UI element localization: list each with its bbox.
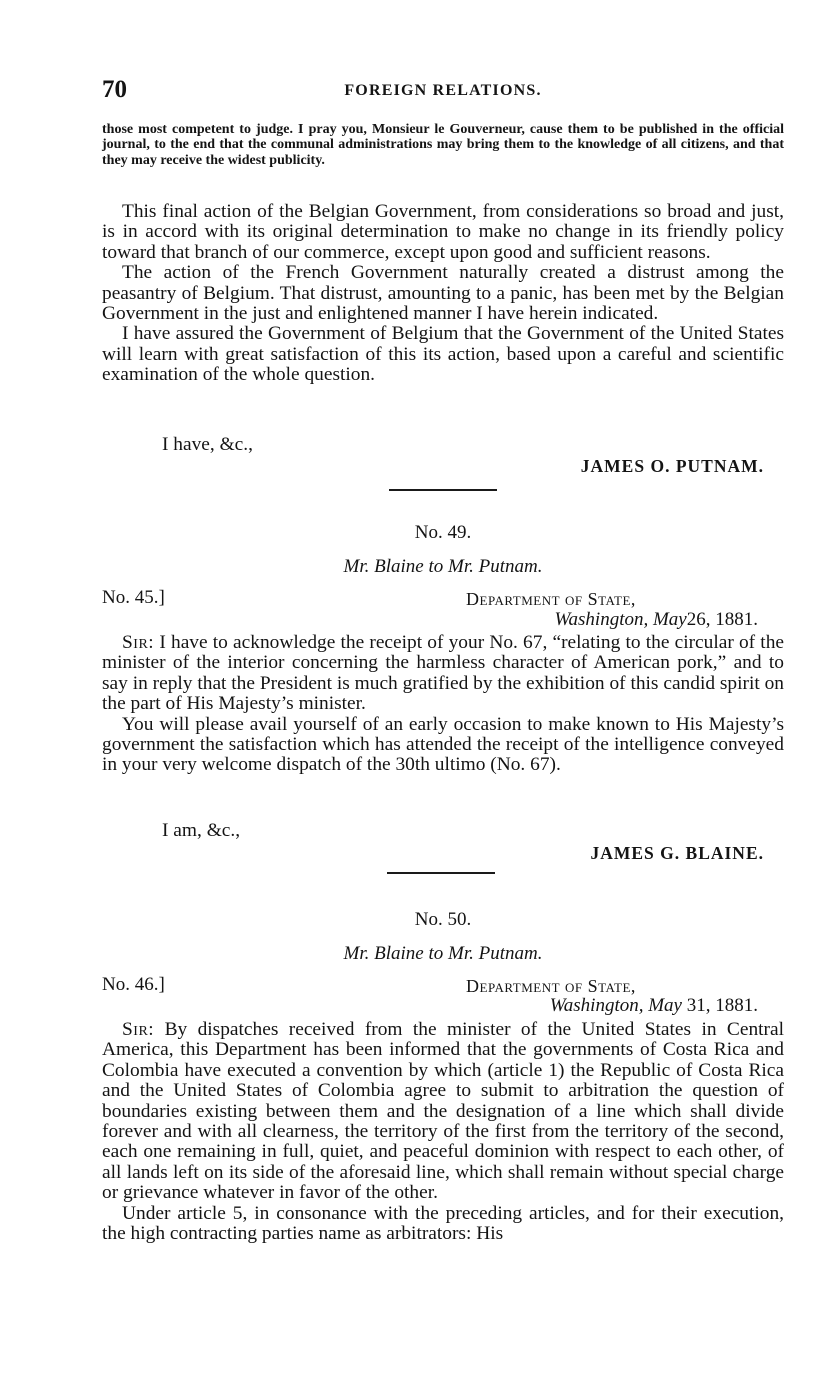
department-heading: Department of State, <box>466 589 636 609</box>
document-title: Mr. Blaine to Mr. Putnam. <box>343 943 543 964</box>
letter-48-body <box>102 202 784 386</box>
document-number: No. 49. <box>414 522 472 543</box>
page-header: FOREIGN RELATIONS. <box>344 82 542 99</box>
paragraph: This final action of the Belgian Government, from considerations so broad and just, is in accord with its original determination to make no change in its friendly policy toward that branch of our commerce, except upon good and sufficient reasons. <box>102 201 784 263</box>
dateline <box>550 995 758 1017</box>
dateline-month: May <box>652 609 687 630</box>
dateline-day-year: 26, 1881. <box>686 609 758 630</box>
closing: I am, &c., <box>162 820 241 841</box>
salutation: Sir: <box>122 632 155 653</box>
dateline-place: Washington, <box>554 609 649 630</box>
dateline <box>554 609 758 631</box>
section-divider <box>387 872 495 874</box>
department-heading: Department of State, <box>466 976 636 996</box>
paragraph: Under article 5, in consonance with the preceding articles, and for their execution, the high contracting parties name as arbitrators: His <box>102 1202 784 1245</box>
paragraph-text: By dispatches received from the minister of the United States in Central America, this Department has been informed that the governments of Costa Rica and Colombia have executed a convention by which (article 1) the Republic of Costa Rica and the United States of Colombia agree to submit to arbitration the question of boundaries existing between them and the designation of a line which shall divide forever and with all clearness, the territory of the first from the territory of the second, each one remaining in full, quiet, and peaceful dominion with respect to each other, of all lands left on its side of the aforesaid line, which shall remain without special charge or grievance whatever in favor of the other. <box>102 1019 784 1204</box>
closing: I have, &c., <box>162 434 253 455</box>
doc-49-body <box>102 633 784 776</box>
paragraph: I have assured the Government of Belgium that the Government of the United States will learn with great satisfaction of this its action, based upon a careful and scientific examination of the whole question. <box>102 323 784 386</box>
paragraph <box>102 633 784 715</box>
document-title: Mr. Blaine to Mr. Putnam. <box>343 556 543 577</box>
dateline-place: Washington, <box>549 995 644 1016</box>
signature: JAMES G. BLAINE. <box>590 843 764 863</box>
dateline-day-year: 31, 1881. <box>686 995 758 1016</box>
paragraph: You will please avail yourself of an early occasion to make known to His Majesty’s government the satisfaction which has attended the receipt of the intelligence conveyed in your very welcome dispatch of the 30th ultimo (No. 67). <box>102 713 784 776</box>
page-number: 70 <box>102 76 127 103</box>
paragraph: The action of the French Government naturally created a distrust among the peasantry of Belgium. That distrust, amounting to a panic, has been met by the Belgian Government in the just and enlightened manner I have herein indicated. <box>102 262 784 325</box>
dateline-month: May <box>648 995 682 1016</box>
paragraph <box>102 1020 784 1204</box>
file-number: No. 46.] <box>102 974 165 995</box>
letter-continuation: those most competent to judge. I pray you, Monsieur le Gouverneur, cause them to be published in the official journal, to the end that the communal administrations may bring them to the knowledge of all citizens, and that they may receive the widest publicity. <box>102 122 784 168</box>
document-number: No. 50. <box>414 909 472 930</box>
running-head <box>102 76 784 104</box>
salutation: Sir: <box>122 1019 155 1040</box>
section-divider <box>389 489 497 491</box>
paragraph-text: I have to acknowledge the receipt of your No. 67, “relating to the circular of the minister of the interior concerning the harmless character of American pork,” and to say in reply that the President is much gratified by the exhibition of this candid spirit on the part of His Majesty’s minister. <box>102 632 784 715</box>
file-number: No. 45.] <box>102 587 165 608</box>
doc-50-body <box>102 1020 784 1244</box>
signature: JAMES O. PUTNAM. <box>580 456 764 476</box>
